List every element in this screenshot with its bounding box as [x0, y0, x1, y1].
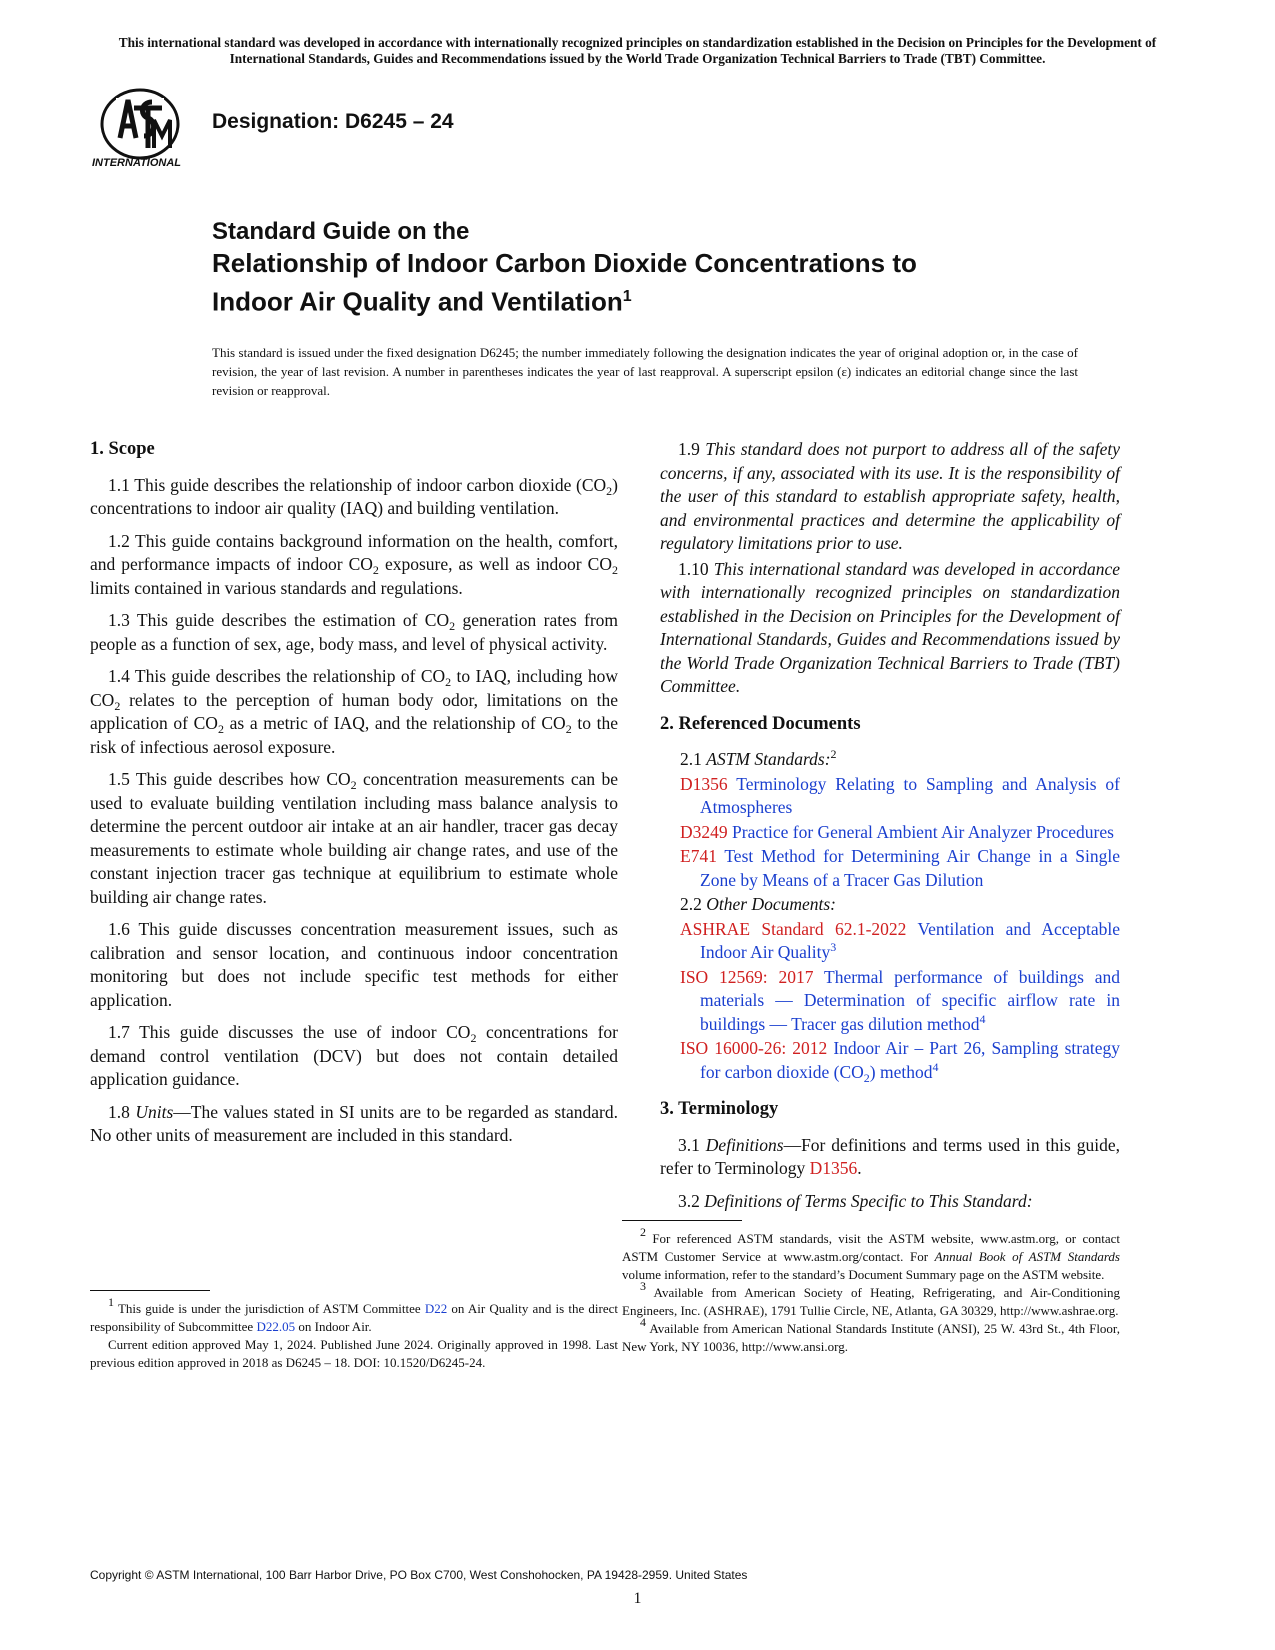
- footnotes-left: [90, 1295, 618, 1372]
- section-3-heading: 3. Terminology: [660, 1099, 779, 1119]
- section-2-heading: 2. Referenced Documents: [660, 713, 861, 734]
- footnotes-right: [622, 1225, 1120, 1356]
- title-line-1: Standard Guide on the: [212, 218, 470, 245]
- astm-logo-icon: [92, 86, 192, 176]
- para-1-4: 1.4 This guide describes the relationship of $CO_2$ to IAQ, including how $CO_2$ relates to the perception of human body odor, limitations on the application of $CO_2$ as a metric of IAQ, and the relationship of $CO_2$ to the risk of infectious aerosol exposure.: [90, 666, 618, 757]
- ref-iso-16000-26[interactable]: ISO 16000-26: 2012 Indoor Air – Part 26, Sampling strategy for carbon dioxide $(CO_2)$ method$^4$: [680, 1038, 1120, 1085]
- link-d1356[interactable]: D1356: [809, 1158, 858, 1178]
- section-1-heading: 1. Scope: [90, 439, 155, 459]
- page-number: 1: [633, 1590, 642, 1607]
- copyright: Copyright © ASTM International, 100 Barr Harbor Drive, PO Box C700, West Conshohocken, PA 19428-2959. United States: [90, 1568, 748, 1582]
- footnote-rule-right: [622, 1220, 742, 1221]
- footnote-1-edition: Current edition approved May 1, 2024. Published June 2024. Originally approved in 1998. Last previous edition approved in 2018 as D6245 – 18. DOI: 10.1520/D6245-24.: [90, 1337, 618, 1370]
- subsection-2-2: 2.2 Other Documents:: [680, 894, 837, 914]
- logo-text: INTERNATIONAL: [92, 157, 182, 169]
- designation: Designation: D6245 – 24: [212, 110, 454, 133]
- para-1-1: 1.1 This guide describes the relationship of indoor carbon dioxide $(CO_2)$ concentrations to indoor air quality (IAQ) and building ventilation.: [90, 474, 618, 518]
- para-3-1: 3.1 Definitions—For definitions and terms used in this guide, refer to Terminology D1356.: [660, 1134, 1121, 1178]
- document-title: [212, 217, 1112, 319]
- issue-note: This standard is issued under the fixed designation D6245; the number immediately following the designation indicates the year of original adoption or, in the case of revision, the year of last revision. A number in parentheses indicates the year of last reapproval. A superscript epsilon (ε) indicates an editorial change since the last revision or reapproval.: [212, 345, 1078, 398]
- para-1-10: 1.10 This international standard was developed in accordance with internationally recognized principles on standardization established in the Decision on Principles for the Development of International Standards, Guides and Recommendations issued by the World Trade Organization Technical Barriers to Trade (TBT) Committee.: [660, 558, 1121, 696]
- top-notice: This international standard was developed in accordance with internationally recognized principles on standardization established in the Decision on Principles for the Development of International Standards, Guides and Recommendations issued by the World Trade Organization Technical Barriers to Trade (TBT) Committee.: [118, 35, 1157, 66]
- link-d22[interactable]: D22: [424, 1301, 448, 1316]
- title-footnote-mark: 1: [622, 288, 632, 305]
- ref-d1356[interactable]: D1356 Terminology Relating to Sampling and Analysis of Atmospheres: [680, 773, 1120, 817]
- title-line-3: [212, 280, 1112, 319]
- title-main: [212, 247, 1112, 319]
- para-3-2: 3.2 Definitions of Terms Specific to This Standard:: [678, 1190, 1033, 1211]
- subsection-2-1: 2.1 ASTM Standards:$^2$: [680, 747, 837, 769]
- para-1-9: 1.9 This standard does not purport to address all of the safety concerns, if any, associated with its use. It is the responsibility of the user of this standard to establish appropriate safety, health, and environmental practices and determine the applicability of regulatory limitations prior to use.: [660, 439, 1120, 553]
- right-column: [660, 438, 1120, 1222]
- para-1-8: 1.8 Units—The values stated in SI units are to be regarded as standard. No other units of measurement are included in this standard.: [90, 1101, 618, 1145]
- footnote-rule-left: [90, 1290, 210, 1291]
- para-1-5: 1.5 This guide describes how $CO_2$ concentration measurements can be used to evaluate building ventilation including mass balance analysis to determine the percent outdoor air intake at an air handler, tracer gas decay measurements to estimate whole building air change rates, and use of the constant injection tracer gas technique at equilibrium to estimate whole building air change rates.: [90, 769, 618, 907]
- title-line-2: Relationship of Indoor Carbon Dioxide Concentrations to: [212, 248, 917, 278]
- para-1-6: 1.6 This guide discusses concentration measurement issues, such as calibration and sensor location, and continuous indoor concentration monitoring but does not include specific test methods for either application.: [90, 919, 618, 1010]
- para-1-7: 1.7 This guide discusses the use of indoor $CO_2$ concentrations for demand control ventilation (DCV) but does not contain detailed application guidance.: [90, 1022, 618, 1089]
- footnote-2: 2 For referenced ASTM standards, visit the ASTM website, www.astm.org, or contact ASTM Customer Service at www.astm.org/contact. For Annual Book of ASTM Standards volume information, refer to the standard’s Document Summary page on the ASTM website.: [622, 1225, 1120, 1282]
- left-column: [90, 438, 618, 1157]
- title-line-3-text: Indoor Air Quality and Ventilation: [212, 286, 623, 317]
- link-d22-05[interactable]: D22.05: [256, 1319, 296, 1334]
- ref-e741[interactable]: E741 Test Method for Determining Air Change in a Single Zone by Means of a Tracer Gas Dilution: [680, 846, 1121, 890]
- para-1-3: 1.3 This guide describes the estimation of $CO_2$ generation rates from people as a function of sex, age, body mass, and level of physical activity.: [90, 610, 619, 654]
- footnote-4: 4 Available from American National Standards Institute (ANSI), 25 W. 43rd St., 4th Floor, New York, NY 10036, http://www.ansi.org.: [622, 1315, 1120, 1354]
- ref-d3249[interactable]: D3249 Practice for General Ambient Air Analyzer Procedures: [680, 821, 1114, 842]
- ref-iso-12569[interactable]: ISO 12569: 2017 Thermal performance of buildings and materials — Determination of specific airflow rate in buildings — Tracer gas dilution method$^4$: [680, 966, 1121, 1034]
- ref-ashrae[interactable]: ASHRAE Standard 62.1-2022 Ventilation and Acceptable Indoor Air Quality$^3$: [680, 918, 1120, 962]
- footnote-1: 1 This guide is under the jurisdiction of ASTM Committee D22 on Air Quality and is the direct responsibility of Subcommittee D22.05 on Indoor Air.: [90, 1295, 618, 1334]
- footnote-3: 3 Available from American Society of Heating, Refrigerating, and Air-Conditioning Engineers, Inc. (ASHRAE), 1791 Tullie Circle, NE, Atlanta, GA 30329, http://www.ashrae.org.: [622, 1279, 1120, 1318]
- astm-logo: [92, 86, 192, 176]
- para-1-2: 1.2 This guide contains background information on the health, comfort, and performance impacts of indoor $CO_2$ exposure, as well as indoor $CO_2$ limits contained in various standards and regulations.: [90, 530, 618, 598]
